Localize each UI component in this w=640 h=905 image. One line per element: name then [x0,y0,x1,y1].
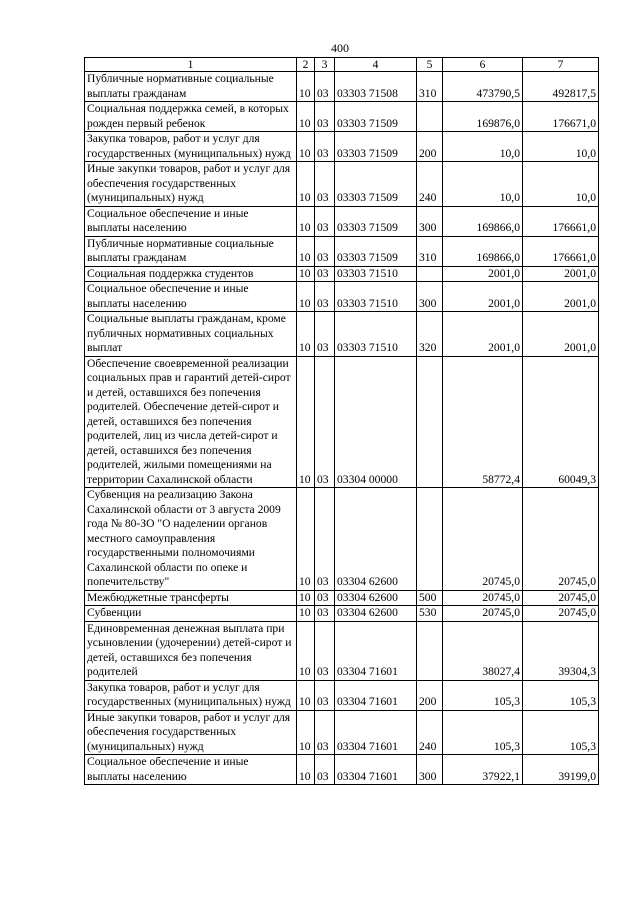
section-cell: 10 [297,236,315,266]
budget-table [84,57,599,785]
amount-year2-cell: 10,0 [523,132,599,162]
amount-year2-cell: 10,0 [523,162,599,207]
target-article-cell: 03304 71601 [335,710,417,755]
section-cell: 10 [297,590,315,606]
table-row [85,236,599,266]
target-article-cell: 03304 62600 [335,590,417,606]
subsection-cell: 03 [315,206,335,236]
expense-type-cell [417,356,443,488]
subsection-cell: 03 [315,606,335,622]
expense-type-cell: 240 [417,710,443,755]
table-row [85,162,599,207]
row-name-cell: Обеспечение своевременной реализации социальных прав и гарантий детей-сирот и детей, оставшихся без попечения родителей. Обеспечение детей-сирот и детей, оставшихся без попечения родителей, лиц из числа детей-сирот и детей, оставшихся без попечения родителей, жилыми помещениями на территории Сахалинской области [85,356,297,488]
expense-type-cell: 300 [417,206,443,236]
amount-year1-cell: 20745,0 [443,606,523,622]
target-article-cell: 03304 00000 [335,356,417,488]
section-cell: 10 [297,102,315,132]
target-article-cell: 03303 71508 [335,72,417,102]
subsection-cell: 03 [315,266,335,282]
section-cell: 10 [297,621,315,680]
row-name-cell: Закупка товаров, работ и услуг для государственных (муниципальных) нужд [85,680,297,710]
amount-year1-cell: 38027,4 [443,621,523,680]
table-row [85,621,599,680]
row-name-cell: Социальная поддержка студентов [85,266,297,282]
section-cell: 10 [297,606,315,622]
table-row [85,132,599,162]
target-article-cell: 03303 71509 [335,206,417,236]
subsection-cell: 03 [315,590,335,606]
amount-year1-cell: 169866,0 [443,206,523,236]
expense-type-cell: 240 [417,162,443,207]
amount-year2-cell: 20745,0 [523,606,599,622]
column-header-4: 4 [335,58,417,72]
row-name-cell: Социальная поддержка семей, в которых рожден первый ребенок [85,102,297,132]
subsection-cell: 03 [315,162,335,207]
amount-year1-cell: 10,0 [443,162,523,207]
amount-year1-cell: 2001,0 [443,266,523,282]
amount-year1-cell: 20745,0 [443,590,523,606]
row-name-cell: Субвенции [85,606,297,622]
expense-type-cell: 300 [417,755,443,785]
table-body [85,72,599,785]
amount-year2-cell: 39304,3 [523,621,599,680]
row-name-cell: Закупка товаров, работ и услуг для государственных (муниципальных) нужд [85,132,297,162]
amount-year1-cell: 473790,5 [443,72,523,102]
expense-type-cell [417,266,443,282]
column-header-6: 6 [443,58,523,72]
amount-year1-cell: 105,3 [443,710,523,755]
row-name-cell: Публичные нормативные социальные выплаты гражданам [85,236,297,266]
target-article-cell: 03303 71509 [335,132,417,162]
table-row [85,356,599,488]
row-name-cell: Публичные нормативные социальные выплаты гражданам [85,72,297,102]
expense-type-cell [417,102,443,132]
amount-year1-cell: 37922,1 [443,755,523,785]
amount-year1-cell: 169866,0 [443,236,523,266]
amount-year2-cell: 176661,0 [523,206,599,236]
column-header-1: 1 [85,58,297,72]
amount-year1-cell: 2001,0 [443,312,523,357]
table-row [85,102,599,132]
row-name-cell: Иные закупки товаров, работ и услуг для обеспечения государственных (муниципальных) нужд [85,162,297,207]
amount-year2-cell: 176661,0 [523,236,599,266]
amount-year2-cell: 20745,0 [523,488,599,591]
amount-year2-cell: 105,3 [523,680,599,710]
table-row [85,680,599,710]
subsection-cell: 03 [315,102,335,132]
expense-type-cell: 530 [417,606,443,622]
row-name-cell: Единовременная денежная выплата при усыновлении (удочерении) детей-сирот и детей, оставшихся без попечения родителей [85,621,297,680]
target-article-cell: 03304 71601 [335,755,417,785]
column-header-5: 5 [417,58,443,72]
target-article-cell: 03303 71509 [335,102,417,132]
target-article-cell: 03304 62600 [335,606,417,622]
expense-type-cell: 200 [417,132,443,162]
subsection-cell: 03 [315,312,335,357]
amount-year1-cell: 20745,0 [443,488,523,591]
amount-year1-cell: 2001,0 [443,282,523,312]
section-cell: 10 [297,162,315,207]
expense-type-cell: 320 [417,312,443,357]
subsection-cell: 03 [315,488,335,591]
amount-year2-cell: 2001,0 [523,266,599,282]
expense-type-cell: 200 [417,680,443,710]
expense-type-cell [417,488,443,591]
table-row [85,710,599,755]
target-article-cell: 03303 71509 [335,236,417,266]
amount-year2-cell: 2001,0 [523,282,599,312]
amount-year1-cell: 105,3 [443,680,523,710]
subsection-cell: 03 [315,282,335,312]
amount-year2-cell: 176671,0 [523,102,599,132]
target-article-cell: 03303 71510 [335,312,417,357]
amount-year2-cell: 2001,0 [523,312,599,357]
amount-year2-cell: 39199,0 [523,755,599,785]
subsection-cell: 03 [315,621,335,680]
section-cell: 10 [297,312,315,357]
subsection-cell: 03 [315,132,335,162]
table-row [85,282,599,312]
amount-year1-cell: 10,0 [443,132,523,162]
amount-year2-cell: 105,3 [523,710,599,755]
target-article-cell: 03303 71509 [335,162,417,207]
row-name-cell: Социальное обеспечение и иные выплаты населению [85,206,297,236]
amount-year2-cell: 60049,3 [523,356,599,488]
row-name-cell: Иные закупки товаров, работ и услуг для обеспечения государственных (муниципальных) нужд [85,710,297,755]
target-article-cell: 03304 71601 [335,680,417,710]
section-cell: 10 [297,266,315,282]
table-row [85,755,599,785]
section-cell: 10 [297,132,315,162]
row-name-cell: Социальное обеспечение и иные выплаты населению [85,282,297,312]
section-cell: 10 [297,282,315,312]
expense-type-cell: 500 [417,590,443,606]
amount-year2-cell: 492817,5 [523,72,599,102]
expense-type-cell [417,621,443,680]
section-cell: 10 [297,710,315,755]
table-row [85,590,599,606]
subsection-cell: 03 [315,236,335,266]
table-row [85,266,599,282]
table-row [85,488,599,591]
expense-type-cell: 310 [417,72,443,102]
target-article-cell: 03303 71510 [335,266,417,282]
table-row [85,606,599,622]
row-name-cell: Субвенция на реализацию Закона Сахалинской области от 3 августа 2009 года № 80-ЗО "О наделении органов местного самоуправления государственными полномочиями Сахалинской области по опеке и попечительству" [85,488,297,591]
subsection-cell: 03 [315,72,335,102]
subsection-cell: 03 [315,755,335,785]
expense-type-cell: 300 [417,282,443,312]
header-row [85,58,599,72]
column-header-2: 2 [297,58,315,72]
table-row [85,72,599,102]
amount-year2-cell: 20745,0 [523,590,599,606]
section-cell: 10 [297,356,315,488]
row-name-cell: Социальное обеспечение и иные выплаты населению [85,755,297,785]
subsection-cell: 03 [315,680,335,710]
section-cell: 10 [297,72,315,102]
table-row [85,206,599,236]
column-header-3: 3 [315,58,335,72]
column-header-7: 7 [523,58,599,72]
section-cell: 10 [297,755,315,785]
row-name-cell: Межбюджетные трансферты [85,590,297,606]
amount-year1-cell: 58772,4 [443,356,523,488]
section-cell: 10 [297,680,315,710]
section-cell: 10 [297,206,315,236]
expense-type-cell: 310 [417,236,443,266]
row-name-cell: Социальные выплаты гражданам, кроме публичных нормативных социальных выплат [85,312,297,357]
table-row [85,312,599,357]
page-number: 400 [331,41,349,55]
target-article-cell: 03304 71601 [335,621,417,680]
subsection-cell: 03 [315,710,335,755]
target-article-cell: 03303 71510 [335,282,417,312]
section-cell: 10 [297,488,315,591]
amount-year1-cell: 169876,0 [443,102,523,132]
subsection-cell: 03 [315,356,335,488]
target-article-cell: 03304 62600 [335,488,417,591]
